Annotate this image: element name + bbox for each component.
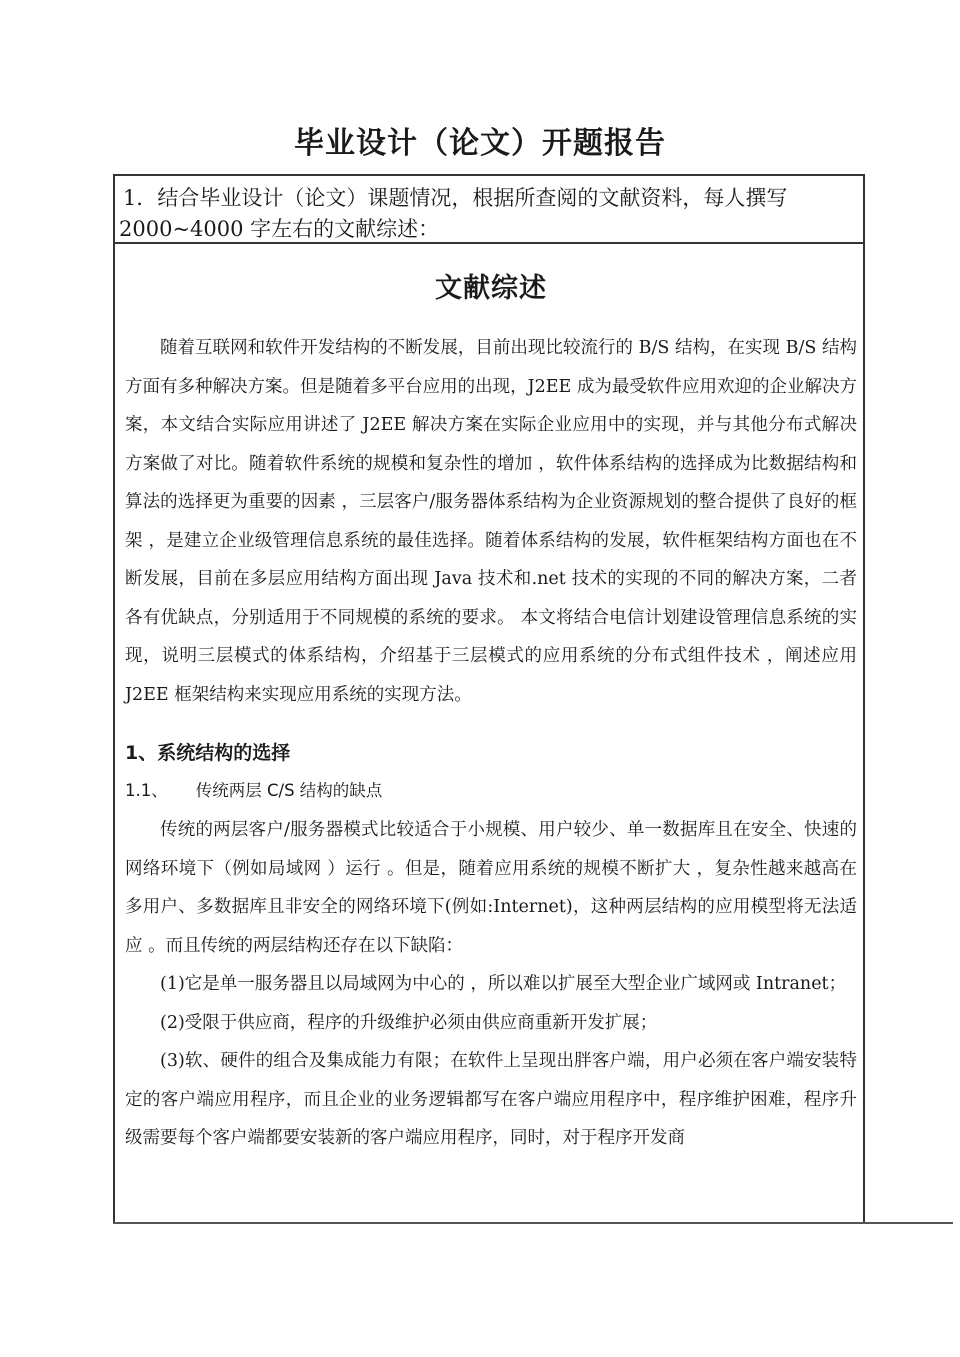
section-1-1-heading <box>125 777 857 801</box>
prompt-cell <box>115 176 863 244</box>
list-item: (1)它是单一服务器且以局域网为中心的 ，所以难以扩展至大型企业广域网或 Intranet； <box>160 974 847 994</box>
section-1-1-number: 1.1、 <box>125 781 168 800</box>
table-bottom-rule <box>113 1222 953 1224</box>
report-table <box>113 174 865 1224</box>
list-item: (2)受限于供应商，程序的升级维护必须由供应商重新开发扩展； <box>160 1012 658 1033</box>
prompt-line-1: 1．结合毕业设计（论文）课题情况，根据所查阅的文献资料，每人撰写 <box>123 186 788 210</box>
list-item: (3)软、硬件的组合及集成能力有限；在软件上呈现出胖客户端，用户必须在客户端安装特定的客户端应用程序，而且企业的业务逻辑都写在客户端应用程序中，程序维护困难，程序升级需要每个客户端都要安装新的客户端应用程序，同时，对于程序开发商 <box>125 1051 857 1148</box>
review-body <box>115 266 863 1158</box>
review-title: 文献综述 <box>435 273 547 304</box>
section-1-1-title: 传统两层 C/S 结构的缺点 <box>195 781 383 800</box>
prompt-line-2: 2000~4000 字左右的文献综述： <box>119 217 440 241</box>
section-1-heading: 1、系统结构的选择 <box>125 742 291 764</box>
intro-paragraph: 随着互联网和软件开发结构的不断发展，目前出现比较流行的 B/S 结构，在实现 B/S 结构方面有多种解决方案。但是随着多平台应用的出现，J2EE 成为最受软件应用欢迎的企业解决方案，本文结合实际应用讲述了 J2EE 解决方案在实际企业应用中的实现，并与其他分布式解决方案做了对比。随着软件系统的规模和复杂性的增加 ，软件体系结构的选择成为比数据结构和算法的选择更为重要的因素 ，三层客户/服务器体系结构为企业资源规划的整合提供了良好的框架 ，是建立企业级管理信息系统的最佳选择。随着体系结构的发展，软件框架结构方面也在不断发展，目前在多层应用结构方面出现 Java 技术和.net 技术的实现的不同的解决方案，二者各有优缺点，分别适用于不同规模的系统的要求。 本文将结合电信计划建设管理信息系统的实现，说明三层模式的体系结构，介绍基于三层模式的应用系统的分布式组件技术 ，阐述应用 J2EE 框架结构来实现应用系统的实现方法。 <box>125 338 857 705</box>
section-1-1-paragraph: 传统的两层客户/服务器模式比较适合于小规模、用户较少、单一数据库且在安全、快速的网络环境下（例如局域网 ）运行 。但是，随着应用系统的规模不断扩大 ，复杂性越来越高在多用户、多数据库且非安全的网络环境下(例如:Internet)，这种两层结构的应用模型将无法适应 。而且传统的两层结构还存在以下缺陷： <box>125 820 857 956</box>
page-title: 毕业设计（论文）开题报告 <box>294 126 666 161</box>
